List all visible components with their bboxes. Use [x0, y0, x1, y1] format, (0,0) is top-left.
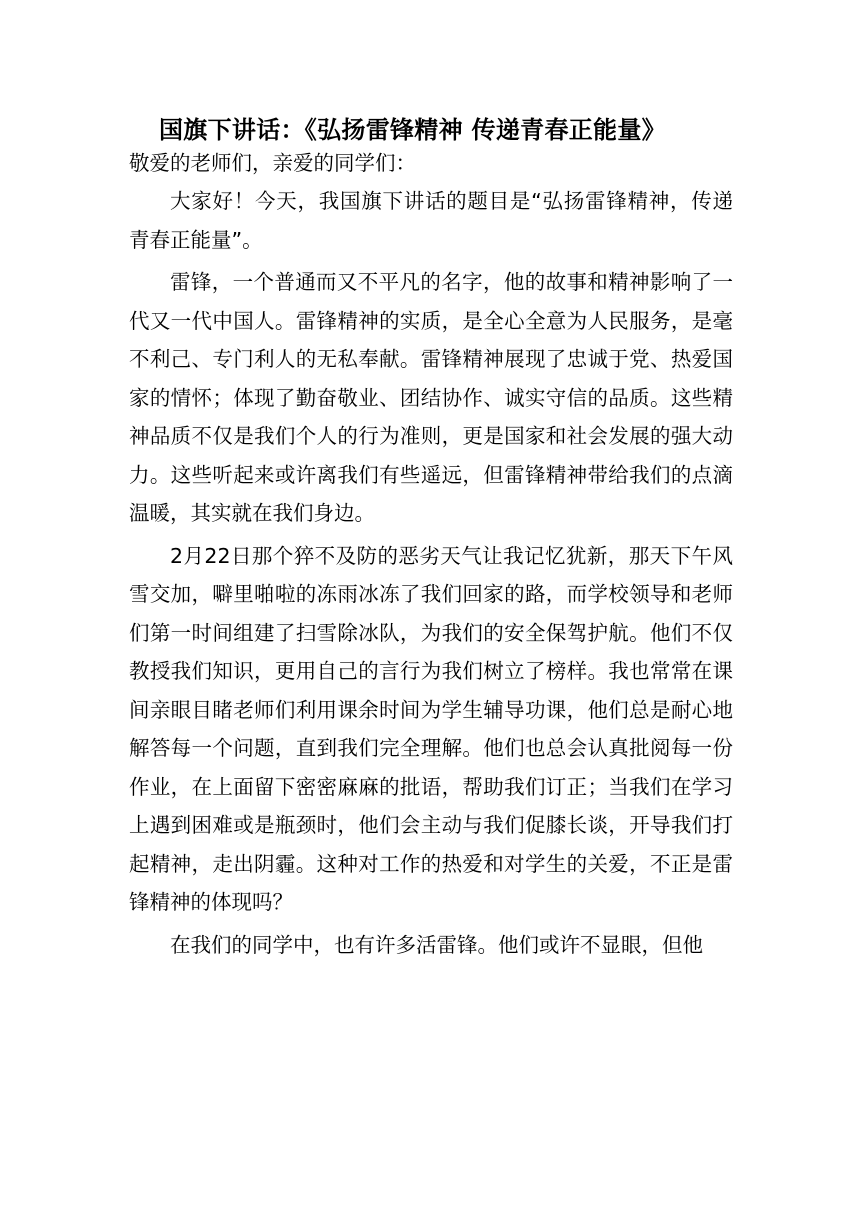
paragraph-2: 雷锋，一个普通而又不平凡的名字，他的故事和精神影响了一代又一代中国人。雷锋精神的实质，是全心全意为人民服务，是毫不利己、专门利人的无私奉献。雷锋精神展现了忠诚于党、热爱国家的情怀；体现了勤奋敬业、团结协作、诚实守信的品质。这些精神品质不仅是我们个人的行为准则，更是国家和社会发展的强大动力。这些听起来或许离我们有些遥远，但雷锋精神带给我们的点滴温暖，其实就在我们身边。 [129, 270, 733, 525]
paragraph-3: 2月22日那个猝不及防的恶劣天气让我记忆犹新，那天下午风雪交加，噼里啪啦的冻雨冰冻了我们回家的路，而学校领导和老师们第一时间组建了扫雪除冰队，为我们的安全保驾护航。他们不仅教授我们知识，更用自己的言行为我们树立了榜样。我也常常在课间亲眼目睹老师们利用课余时间为学生辅导功课，他们总是耐心地解答每一个问题，直到我们完全理解。他们也总会认真批阅每一份作业，在上面留下密密麻麻的批语，帮助我们订正；当我们在学习上遇到困难或是瓶颈时，他们会主动与我们促膝长谈，开导我们打起精神，走出阴霾。这种对工作的热爱和对学生的关爱，不正是雷锋精神的体现吗？ [129, 543, 733, 914]
paragraph-1: 大家好！今天，我国旗下讲话的题目是“弘扬雷锋精神，传递青春正能量”。 [129, 189, 733, 252]
paragraph-4: 在我们的同学中，也有许多活雷锋。他们或许不显眼，但他 [170, 932, 703, 957]
salutation: 敬爱的老师们，亲爱的同学们： [129, 151, 416, 175]
document-page [129, 112, 733, 968]
document-title: 国旗下讲话：《弘扬雷锋精神 传递青春正能量》 [159, 116, 666, 144]
